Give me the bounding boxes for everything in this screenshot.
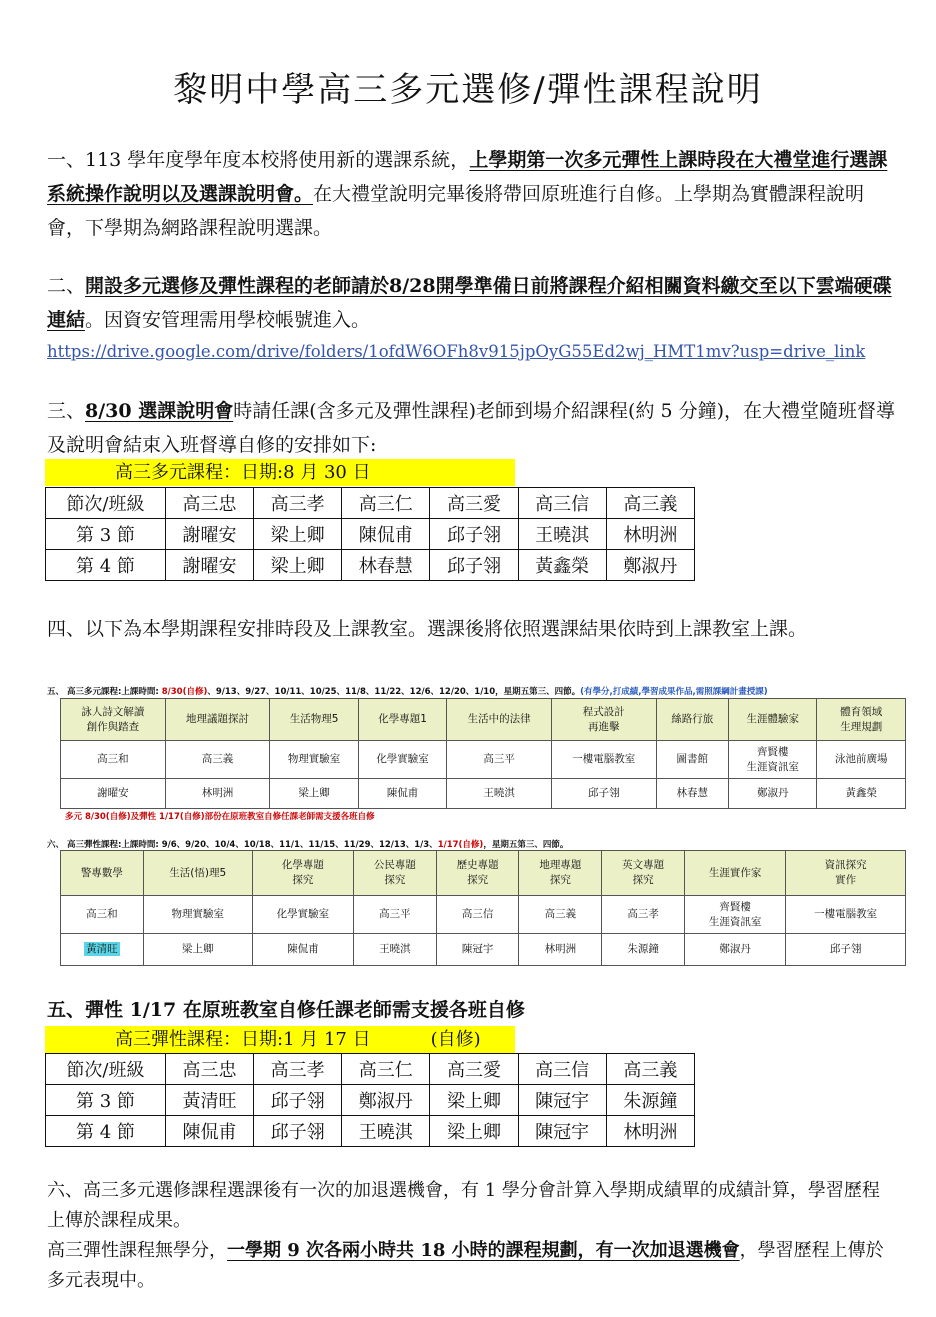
- table-cell: 王曉淇: [518, 519, 606, 550]
- table-cell: 高三忠: [165, 1054, 253, 1085]
- table-cell: 節次/班級: [46, 488, 166, 519]
- table-cell: 歷史專題 探究: [436, 851, 519, 896]
- table-cell: 高三仁: [342, 488, 430, 519]
- table-cell: 梁上卿: [270, 779, 359, 809]
- table-cell: 高三義: [519, 896, 602, 934]
- table-cell: 高三義: [165, 741, 270, 779]
- table-header-row: [46, 488, 695, 519]
- table-cell: 朱源鐘: [602, 934, 685, 966]
- table-cell: 警專數學: [61, 851, 144, 896]
- table-cell: 生涯體驗家: [728, 699, 817, 741]
- table-cell: 梁上卿: [143, 934, 252, 966]
- table-cell: 鄭淑丹: [728, 779, 817, 809]
- table-cell: 絲路行旅: [656, 699, 728, 741]
- drive-link[interactable]: https://drive.google.com/drive/folders/1ofdW6OFh8v915jpOyG55Ed2wj_HMT1mv?usp=drive_link: [47, 342, 866, 361]
- table-cell: 第 3 節: [46, 519, 166, 550]
- table-cell: 謝曜安: [165, 550, 253, 581]
- table-cell: 邱子翎: [430, 550, 518, 581]
- table-cell: 生活物理5: [270, 699, 359, 741]
- section-3-prefix: 三、: [47, 400, 86, 422]
- table-cell: 第 3 節: [46, 1085, 166, 1116]
- table-cell: 高三平: [447, 741, 552, 779]
- table-cell: 鄭淑丹: [342, 1085, 430, 1116]
- table-cell: 梁上卿: [254, 550, 342, 581]
- table-cell: 地理專題 探究: [519, 851, 602, 896]
- table-cell: 林明洲: [606, 1116, 694, 1147]
- table-cell: 化學實驗室: [252, 896, 353, 934]
- section-6-line-1: 六、高三多元選修課程選課後有一次的加退選機會，有 1 學分會計算入學期成績單的成績計算，學習歷程上傳於課程成果。: [47, 1180, 880, 1231]
- table-cell: 一樓電腦教室: [551, 741, 656, 779]
- table-cell: 陳侃甫: [358, 779, 447, 809]
- table-cell: 圖書館: [656, 741, 728, 779]
- table-cell: 生活(悟)理5: [143, 851, 252, 896]
- table-cell: 化學專題 探究: [252, 851, 353, 896]
- table-cell: 泳池前廣場: [817, 741, 906, 779]
- multi-course-schedule-heading: [47, 685, 768, 697]
- schedule-heading-text: 六、 高三彈性課程:上課時間: 9/6、9/20、10/4、10/18、11/1、11/15、11/29、12/13、1/3、: [47, 840, 438, 850]
- table-cell: 高三忠: [165, 488, 253, 519]
- section-2: [47, 269, 897, 337]
- table-cell: 王曉淇: [342, 1116, 430, 1147]
- table-cell: 邱子翎: [430, 519, 518, 550]
- table-cell: 化學實驗室: [358, 741, 447, 779]
- table-cell: 第 4 節: [46, 1116, 166, 1147]
- table-cell: 節次/班級: [46, 1054, 166, 1085]
- table-cell: 王曉淇: [447, 779, 552, 809]
- table-cell: 林明洲: [519, 934, 602, 966]
- table-cell: 陳侃甫: [165, 1116, 253, 1147]
- table-cell: 謝曜安: [61, 779, 166, 809]
- table-row: [46, 1116, 695, 1147]
- section-4: 四、以下為本學期課程安排時段及上課教室。選課後將依照選課結果依時到上課教室上課。: [47, 618, 808, 640]
- table-cell: 黃清旺: [165, 1085, 253, 1116]
- self-study-tag: (自修): [430, 1029, 481, 1050]
- table-cell: 陳冠宇: [518, 1116, 606, 1147]
- table-cell: 陳冠宇: [518, 1085, 606, 1116]
- table-cell: 第 4 節: [46, 550, 166, 581]
- table-cell: 高三信: [518, 488, 606, 519]
- table-cell: 王曉淇: [353, 934, 436, 966]
- section-6-line-2: [47, 1236, 897, 1296]
- table-cell: 齊賢樓 生涯資訊室: [728, 741, 817, 779]
- self-study-note: 多元 8/30(自修)及彈性 1/17(自修)部份在原班教室自修任課老師需支援各班自修: [65, 812, 375, 822]
- table-cell: 高三愛: [430, 1054, 518, 1085]
- schedule-heading-red: 8/30(自修): [161, 687, 208, 697]
- schedule-heading-text: 五、 高三多元課程:上課時間:: [47, 687, 162, 697]
- schedule-heading-text: ，星期五第三、四節。: [483, 840, 569, 850]
- table-cell: 化學專題1: [358, 699, 447, 741]
- multi-course-supervision-table: [45, 487, 695, 581]
- section-3: [47, 394, 897, 462]
- table-cell: 鄭淑丹: [606, 550, 694, 581]
- page-title: 黎明中學高三多元選修/彈性課程說明: [173, 70, 763, 110]
- table-cell: 高三和: [61, 741, 166, 779]
- flex-course-schedule-table: [60, 850, 906, 966]
- schedule-heading-text: 、9/13、9/27、10/11、10/25、11/8、11/22、12/6、12/20、1/10，星期五第三、四節。: [207, 687, 581, 697]
- table-cell: 林明洲: [606, 519, 694, 550]
- table-cell: 黃鑫榮: [518, 550, 606, 581]
- table-cell: 物理實驗室: [143, 896, 252, 934]
- table-cell: 高三孝: [254, 1054, 342, 1085]
- section-6-emphasis: 一學期 9 次各兩小時共 18 小時的課程規劃，有一次加退選機會: [227, 1240, 740, 1261]
- section-5-heading: 五、彈性 1/17 在原班教室自修任課老師需支援各班自修: [47, 999, 525, 1021]
- table-cell: 黃鑫榮: [817, 779, 906, 809]
- table-cell: 林春慧: [656, 779, 728, 809]
- table-row: [61, 741, 906, 779]
- table-cell: 公民專題 探究: [353, 851, 436, 896]
- multi-course-schedule-table: [60, 698, 906, 809]
- schedule-heading-note: (有學分,打成績,學習成果作品,需照課綱計畫授課): [580, 687, 768, 697]
- table-cell: 高三信: [518, 1054, 606, 1085]
- table-row: [61, 896, 906, 934]
- section-1-prefix: 一、113 學年度學年度本校將使用新的選課系統，: [47, 149, 470, 171]
- flex-course-supervision-table: [45, 1053, 695, 1147]
- table-cell: 高三孝: [602, 896, 685, 934]
- schedule-heading-red: 1/17(自修): [437, 840, 484, 850]
- highlighted-teacher: 黃清旺: [86, 943, 118, 955]
- table-cell: 邱子翎: [254, 1116, 342, 1147]
- table-row: [46, 550, 695, 581]
- table-cell: 鄭淑丹: [684, 934, 785, 966]
- table-header-row: [61, 699, 906, 741]
- section-2-rest: 。因資安管理需用學校帳號進入。: [85, 309, 371, 331]
- section-2-prefix: 二、: [47, 275, 86, 297]
- table-cell: 高三平: [353, 896, 436, 934]
- flex-course-date-highlight: [45, 1026, 515, 1053]
- table-cell: 詠人詩文解讀 創作與踏查: [61, 699, 166, 741]
- table-cell: 地理議題探討: [165, 699, 270, 741]
- table-cell: 邱子翎: [786, 934, 906, 966]
- flex-course-date: 高三彈性課程：日期:1 月 17 日: [115, 1029, 371, 1050]
- section-1-emphasis: 上學期第一次多元彈性上課時段在大禮堂進行選課系統操作說明以及選課說明會。: [47, 149, 888, 205]
- table-cell: 生活中的法律: [447, 699, 552, 741]
- table-cell: 謝曜安: [165, 519, 253, 550]
- table-cell: 高三仁: [342, 1054, 430, 1085]
- table-header-row: [61, 851, 906, 896]
- section-2-emphasis: 開設多元選修及彈性課程的老師請於8/28開學準備日前將課程介紹相關資料繳交至以下雲端硬碟連結: [47, 275, 892, 331]
- section-6-prefix: 高三彈性課程無學分，: [47, 1240, 227, 1261]
- table-cell: 梁上卿: [254, 519, 342, 550]
- table-cell: 梁上卿: [430, 1116, 518, 1147]
- table-row: [61, 934, 906, 966]
- table-cell: 生涯實作家: [684, 851, 785, 896]
- table-cell: 邱子翎: [551, 779, 656, 809]
- table-cell: 一樓電腦教室: [786, 896, 906, 934]
- section-3-rest: 時請任課(含多元及彈性課程)老師到場介紹課程(約 5 分鐘)，在大禮堂隨班督導及說明會結束入班督導自修的安排如下:: [47, 400, 896, 456]
- table-cell: 英文專題 探究: [602, 851, 685, 896]
- table-cell: 高三和: [61, 896, 144, 934]
- table-cell: 陳冠宇: [436, 934, 519, 966]
- table-cell: 高三義: [606, 1054, 694, 1085]
- table-cell: 高三信: [436, 896, 519, 934]
- table-cell: 林春慧: [342, 550, 430, 581]
- table-cell: 資訊探究 實作: [786, 851, 906, 896]
- table-cell: 體育領域 生理規劃: [817, 699, 906, 741]
- section-1: [47, 143, 897, 245]
- table-row: [61, 779, 906, 809]
- table-cell: 陳侃甫: [252, 934, 353, 966]
- table-header-row: [46, 1054, 695, 1085]
- table-cell: 高三義: [606, 488, 694, 519]
- table-row: [46, 1085, 695, 1116]
- table-cell: 高三愛: [430, 488, 518, 519]
- table-cell: 朱源鐘: [606, 1085, 694, 1116]
- multi-course-date-highlight: 高三多元課程：日期:8 月 30 日: [45, 459, 515, 486]
- table-row: [46, 519, 695, 550]
- table-cell: 梁上卿: [430, 1085, 518, 1116]
- section-3-emphasis: 8/30 選課說明會: [85, 400, 234, 422]
- table-cell: 齊賢樓 生涯資訊室: [684, 896, 785, 934]
- table-cell: [61, 934, 144, 966]
- table-cell: 程式設計 再進擊: [551, 699, 656, 741]
- table-cell: 陳侃甫: [342, 519, 430, 550]
- table-cell: 林明洲: [165, 779, 270, 809]
- table-cell: 物理實驗室: [270, 741, 359, 779]
- table-cell: 高三孝: [254, 488, 342, 519]
- section-6-rest: ，學習歷程上傳於多元表現中。: [47, 1240, 884, 1291]
- section-1-rest: 在大禮堂說明完畢後將帶回原班進行自修。上學期為實體課程說明會，下學期為網路課程說明選課。: [47, 183, 865, 239]
- table-cell: 邱子翎: [254, 1085, 342, 1116]
- flex-course-schedule-heading: [47, 838, 568, 850]
